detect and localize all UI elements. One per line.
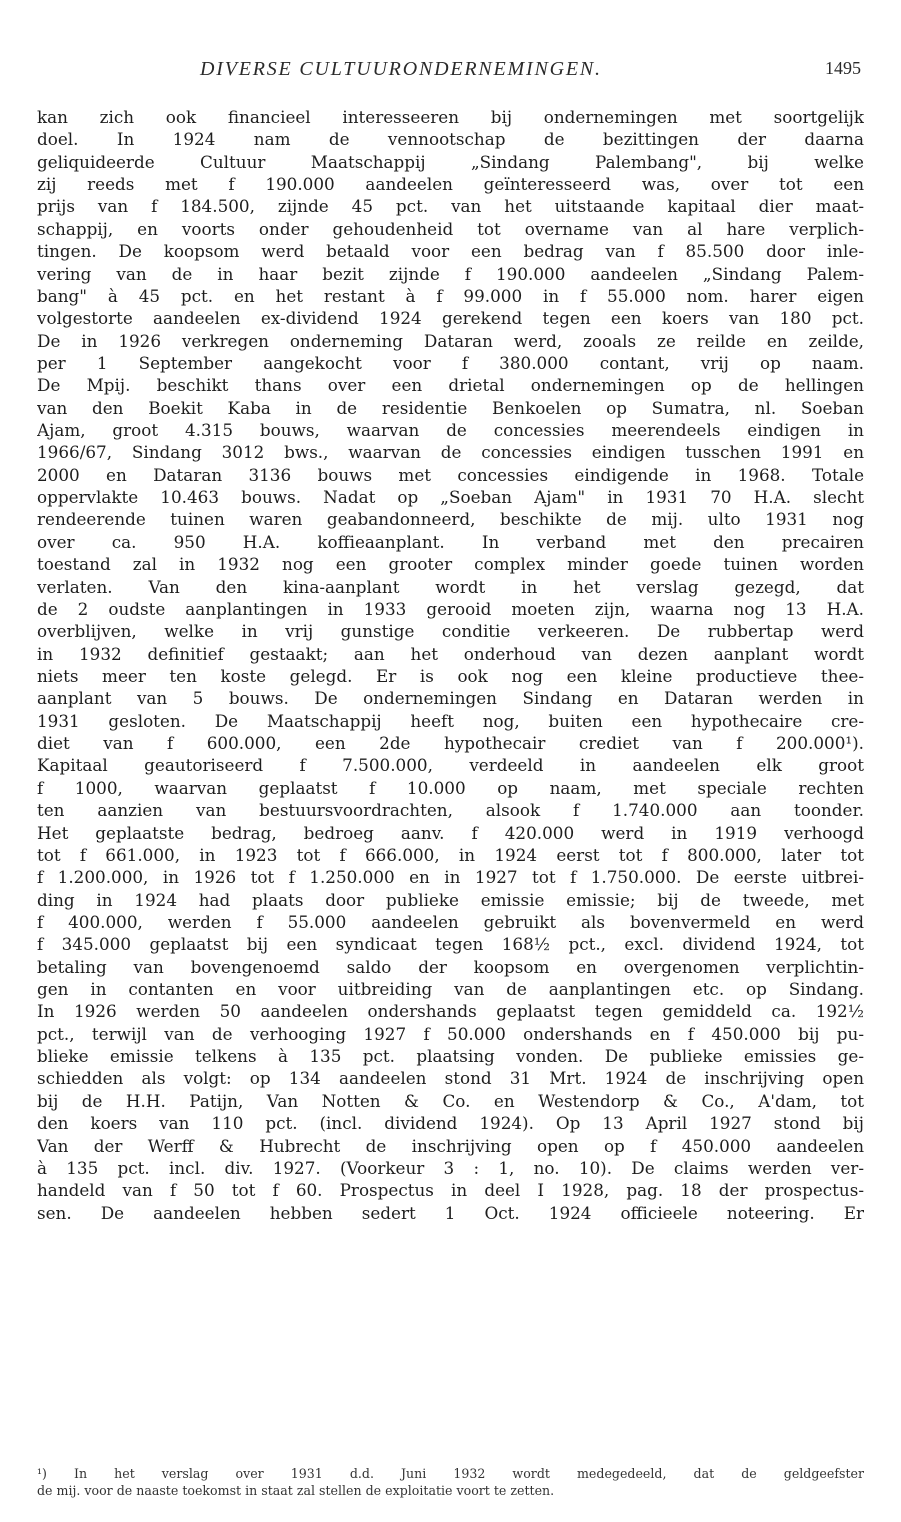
text-line: kan zich ook financieel interesseeren bij ondernemingen met soortgelijk [37,107,864,127]
text-line: in 1932 definitief gestaakt; aan het onderhoud van dezen aanplant wordt [37,643,864,664]
text-line: 1966/67, Sindang 3012 bws., waarvan de concessies eindigen tusschen 1991 en [37,442,864,463]
text-line: De in 1926 verkregen onderneming Dataran werd, zooals ze reilde en zeilde, [37,330,864,351]
text-line: tot f 661.000, in 1923 tot f 666.000, in 1924 eerst tot f 800.000, later tot [37,844,864,865]
text-line: 2000 en Dataran 3136 bouws met concessies eindigende in 1968. Totale [37,464,864,485]
text-line: f 400.000, werden f 55.000 aandeelen gebruikt als bovenvermeld en werd [37,911,864,932]
text-line: over ca. 950 H.A. koffieaanplant. In verband met den precairen [37,531,864,552]
text-line: tingen. De koopsom werd betaald voor een bedrag van f 85.500 door inle- [37,241,864,262]
text-line: diet van f 600.000, een 2de hypothecair crediet van f 200.000¹). [37,733,864,754]
text-line: pct., terwijl van de verhooging 1927 f 50.000 ondershands en f 450.000 bij pu- [37,1023,864,1044]
text-line: niets meer ten koste gelegd. Er is ook nog een kleine productieve thee- [37,665,864,686]
text-line: aanplant van 5 bouws. De ondernemingen Sindang en Dataran werden in [37,688,864,709]
text-line: toestand zal in 1932 nog een grooter complex minder goede tuinen worden [37,554,864,575]
text-line: Het geplaatste bedrag, bedroeg aanv. f 420.000 werd in 1919 verhoogd [37,822,864,843]
running-title: DIVERSE CULTUURONDERNEMINGEN. [200,58,602,80]
text-line: Kapitaal geautoriseerd f 7.500.000, verdeeld in aandeelen elk groot [37,755,864,776]
text-line: volgestorte aandeelen ex-dividend 1924 gerekend tegen een koers van 180 pct. [37,308,864,329]
text-line: doel. In 1924 nam de vennootschap de bezittingen der daarna [37,129,864,150]
text-line: handeld van f 50 tot f 60. Prospectus in deel I 1928, pag. 18 der prospectus- [37,1180,864,1201]
text-line: 1931 gesloten. De Maatschappij heeft nog, buiten een hypothecaire cre- [37,710,864,731]
text-line: In 1926 werden 50 aandeelen ondershands geplaatst tegen gemiddeld ca. 192½ [37,1001,864,1022]
text-line: geliquideerde Cultuur Maatschappij „Sindang Palembang", bij welke [37,151,864,172]
footnote-line: ¹) In het verslag over 1931 d.d. Juni 1932 wordt medegedeeld, dat de geldgeefster [37,1466,864,1481]
text-line: Ajam, groot 4.315 bouws, waarvan de concessies meerendeels eindigen in [37,420,864,441]
text-line: per 1 September aangekocht voor f 380.000 contant, vrij op naam. [37,352,864,373]
text-line: betaling van bovengenoemd saldo der koopsom en overgenomen verplichtin- [37,956,864,977]
footnote [37,1466,864,1499]
text-line: rendeerende tuinen waren geabandonneerd, beschikte de mij. ulto 1931 nog [37,509,864,530]
text-line: f 1.200.000, in 1926 tot f 1.250.000 en in 1927 tot f 1.750.000. De eerste uitbrei- [37,867,864,888]
footnote-line: de mij. voor de naaste toekomst in staat zal stellen de exploitatie voort te zetten. [37,1482,555,1498]
text-line: prijs van f 184.500, zijnde 45 pct. van het uitstaande kapitaal dier maat- [37,196,864,217]
text-line: ten aanzien van bestuursvoordrachten, alsook f 1.740.000 aan toonder. [37,800,864,821]
text-line: bij de H.H. Patijn, Van Notten & Co. en Westendorp & Co., A'dam, tot [37,1090,864,1111]
text-line: verlaten. Van den kina-aanplant wordt in het verslag gezegd, dat [37,576,864,597]
text-line: à 135 pct. incl. div. 1927. (Voorkeur 3 : 1, no. 10). De claims werden ver- [37,1157,864,1178]
body-text [37,106,864,1224]
text-line: schiedden als volgt: op 134 aandeelen stond 31 Mrt. 1924 de inschrijving open [37,1068,864,1089]
text-line: bang" à 45 pct. en het restant à f 99.000 in f 55.000 nom. harer eigen [37,285,864,306]
text-line: de 2 oudste aanplantingen in 1933 gerooid moeten zijn, waarna nog 13 H.A. [37,598,864,619]
text-line: De Mpij. beschikt thans over een drietal ondernemingen op de hellingen [37,375,864,396]
text-line: overblijven, welke in vrij gunstige conditie verkeeren. De rubbertap werd [37,621,864,642]
text-line: sen. De aandeelen hebben sedert 1 Oct. 1924 officieele noteering. Er [37,1202,864,1223]
text-line: vering van de in haar bezit zijnde f 190.000 aandeelen „Sindang Palem- [37,263,864,284]
text-line: zij reeds met f 190.000 aandeelen geïnteresseerd was, over tot een [37,174,864,195]
text-line: ding in 1924 had plaats door publieke emissie emissie; bij de tweede, met [37,889,864,910]
text-line: oppervlakte 10.463 bouws. Nadat op „Soeban Ajam" in 1931 70 H.A. slecht [37,487,864,508]
text-line: Van der Werff & Hubrecht de inschrijving open op f 450.000 aandeelen [37,1135,864,1156]
text-line: f 345.000 geplaatst bij een syndicaat tegen 168½ pct., excl. dividend 1924, tot [37,934,864,955]
text-line: van den Boekit Kaba in de residentie Benkoelen op Sumatra, nl. Soeban [37,397,864,418]
text-line: schappij, en voorts onder gehoudenheid tot overname van al hare verplich- [37,218,864,239]
page-number: 1495 [825,58,861,78]
text-line: f 1000, waarvan geplaatst f 10.000 op naam, met speciale rechten [37,777,864,798]
running-header [0,50,901,90]
text-line: den koers van 110 pct. (incl. dividend 1924). Op 13 April 1927 stond bij [37,1113,864,1134]
text-line: gen in contanten en voor uitbreiding van de aanplantingen etc. op Sindang. [37,979,864,1000]
text-line: blieke emissie telkens à 135 pct. plaatsing vonden. De publieke emissies ge- [37,1046,864,1067]
